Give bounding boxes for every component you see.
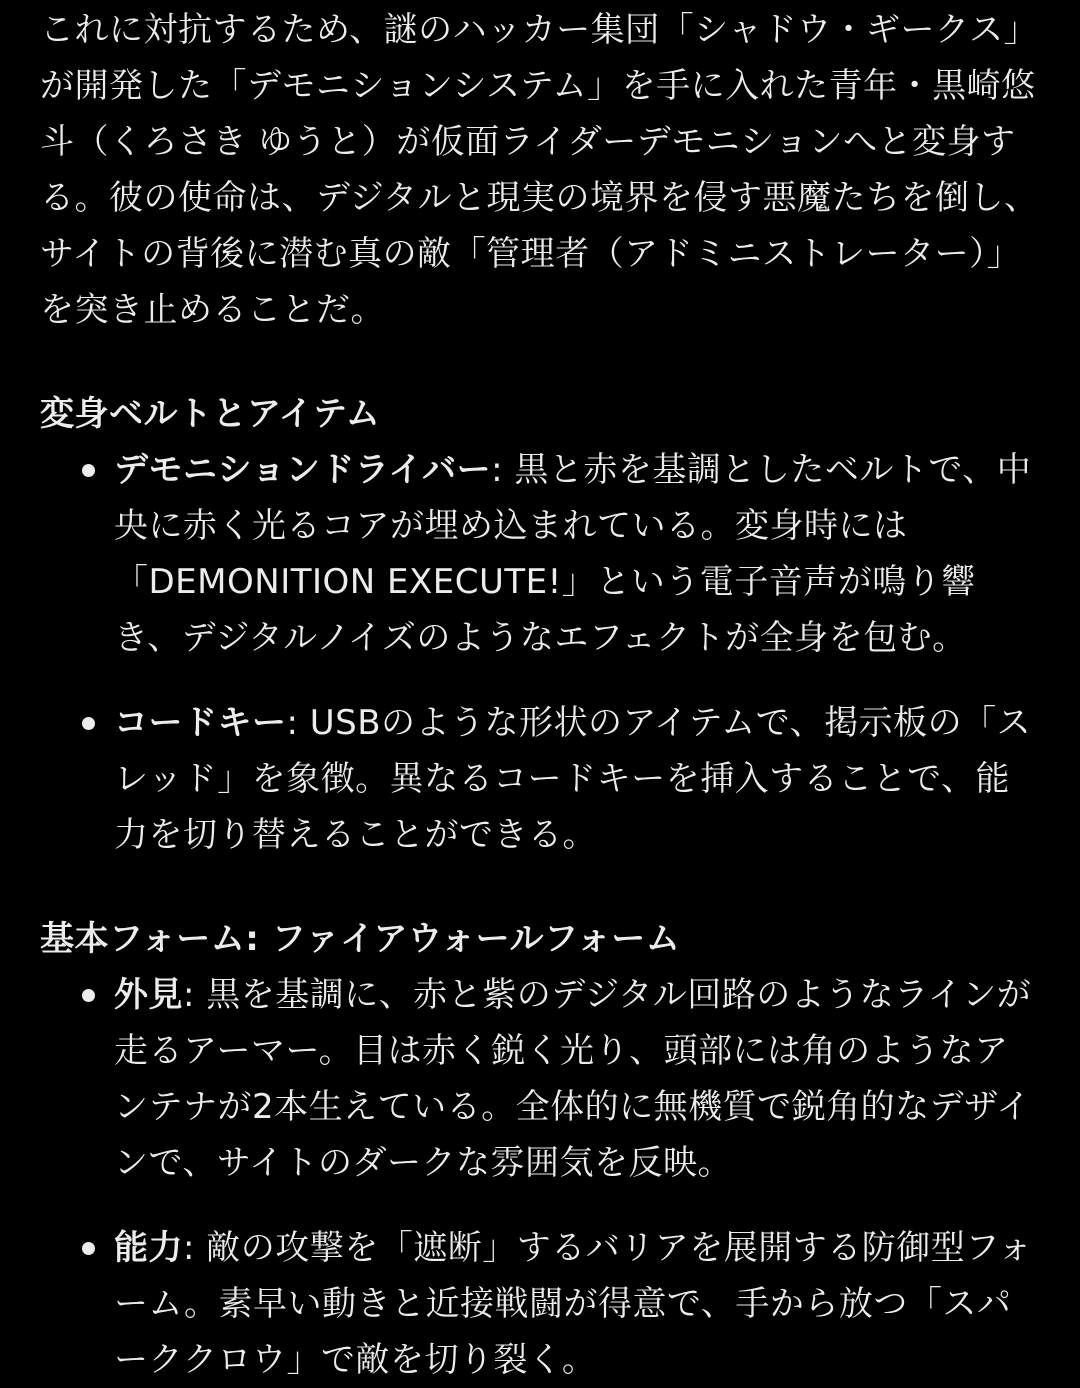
item-separator: : [183, 975, 207, 1015]
item-term: コードキー [114, 703, 287, 743]
basic-form-list [40, 967, 1040, 1388]
list-item [40, 442, 1040, 666]
list-item [40, 1220, 1040, 1388]
item-term: 能力 [114, 1228, 183, 1268]
item-separator: : [286, 703, 310, 743]
item-separator: : [183, 1228, 207, 1268]
bullet-icon [82, 464, 95, 477]
item-term: 外見 [114, 975, 183, 1015]
bullet-icon [82, 717, 95, 730]
henshin-belt-list [40, 442, 1040, 863]
bullet-icon [82, 989, 95, 1002]
section-heading-basic-form: 基本フォーム: ファイアウォールフォーム [40, 919, 681, 959]
item-description: 黒と赤を基調としたベルトで、中央に赤く光るコアが埋め込まれている。変身時には「DEMONITION EXECUTE!」という電子音声が鳴り響き、デジタルノイズのようなエフェクトが全身を包む。 [114, 450, 1032, 658]
item-term: デモニションドライバー [114, 450, 492, 490]
item-description: 黒を基調に、赤と紫のデジタル回路のようなラインが走るアーマー。目は赤く鋭く光り、頭部には角のようなアンテナが2本生えている。全体的に無機質で鋭角的なデザインで、サイトのダークな雰囲気を反映。 [114, 975, 1032, 1183]
list-item [40, 695, 1040, 863]
list-item [40, 967, 1040, 1191]
intro-paragraph: これに対抗するため、謎のハッカー集団「シャドウ・ギークス」が開発した「デモニションシステム」を手に入れた青年・黒崎悠斗（くろさき ゆうと）が仮面ライダーデモニションへと変身する。彼の使命は、デジタルと現実の境界を侵す悪魔たちを倒し、サイトの背後に潜む真の敵「管理者（アドミニストレーター）」を突き止めることだ。 [40, 10, 1039, 330]
bullet-icon [82, 1242, 95, 1255]
item-description: USBのような形状のアイテムで、掲示板の「スレッド」を象徴。異なるコードキーを挿入することで、能力を切り替えることができる。 [114, 703, 1032, 855]
section-heading-henshin-belt: 変身ベルトとアイテム [40, 394, 381, 434]
item-description: 敵の攻撃を「遮断」するバリアを展開する防御型フォーム。素早い動きと近接戦闘が得意で、手から放つ「スパーククロウ」で敵を切り裂く。 [114, 1228, 1033, 1380]
item-separator: : [491, 450, 515, 490]
